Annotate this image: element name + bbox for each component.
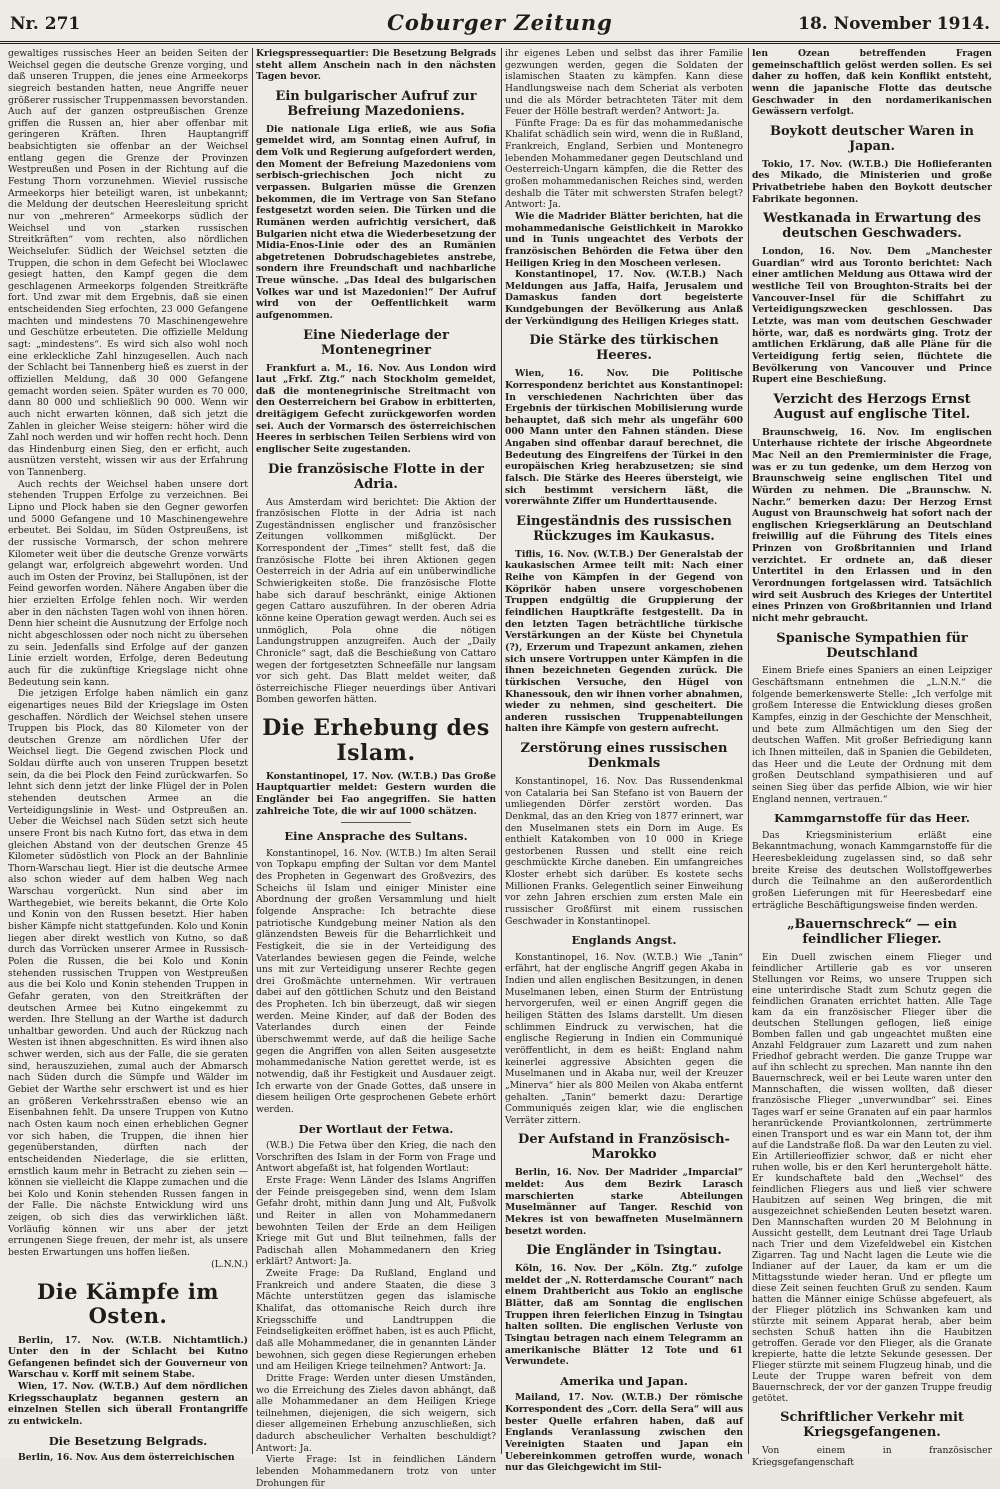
headline-zerstoerung-denkmal: Zerstörung eines russischen Denkmals <box>520 741 728 771</box>
article-paragraph: Frankfurt a. M., 16. Nov. Aus London wird laut „Frkf. Ztg.“ nach Stockholm gemeldet, daß die montenegrinische Streitmacht von den Oesterreichern bei Grabow in erbitterten, dreitägigem Gefecht zurückgeworfen worden sei. Auch der Vormarsch des österreichischen Heeres in serbischen Teilen Serbiens wird von englischer Seite zugestanden. <box>256 362 496 456</box>
article-paragraph: Wie die Madrider Blätter berichten, hat die mohammedanische Geistlichkeit in Marokko und in Tunis ungeachtet des Verbots der französischen Behörden die Fetwa über den Heiligen Krieg in den Moscheen verlesen. <box>505 210 743 269</box>
article-paragraph: ihr eigenes Leben und selbst das ihrer Familie gezwungen werden, gegen die Soldaten der islamischen Staaten zu kämpfen. Kann diese Handlungsweise nach dem Scheriat als verboten und die als Mörder betrachteten Täter mit dem Feuer der Hölle bestraft werden? Antwort: Ja. <box>505 48 743 118</box>
dateline: Wien, 17. Nov. (W.T.B.) <box>18 1381 140 1393</box>
headline-aufstand-marokko: Der Aufstand in Französisch-Marokko <box>518 1132 730 1163</box>
column-4 <box>752 48 992 1468</box>
headline-tsingtau: Die Engländer in Tsingtau. <box>526 1243 722 1259</box>
headline-franzoesische-flotte: Die französische Flotte in der Adria. <box>268 461 484 492</box>
article-paragraph: Erste Frage: Wenn Länder des Islams Angriffen der Feinde preisgegeben sind, wenn dem Islam Gefahr droht, mithin dann Jung und Alt, Fußvolk und Reiter in allen von Mohammedanern bewohnten Teilen der Erde an dem Heiligen Kriege mit Gut und Blut teilnehmen, falls der Padischah allen Mohammedanern den Krieg erklärt? Antwort: Ja. <box>256 1175 496 1268</box>
headline-bauernschreck: „Bauernschreck“ — ein feindlicher Flieger. <box>787 917 957 948</box>
source-note: (L.N.N.) <box>211 1258 248 1270</box>
divider <box>341 822 411 823</box>
column-rule <box>501 48 502 1454</box>
newspaper-title: Coburger Zeitung <box>387 10 613 35</box>
article-paragraph: Vierte Frage: Ist in feindlichen Ländern lebenden Mohammedanern trotz von unter Drohungen für <box>256 1454 496 1489</box>
column-1 <box>8 48 248 1464</box>
article-paragraph: Aus Amsterdam wird berichtet: Die Aktion der französischen Flotte in der Adria ist nach Zugeständnissen englischer und französischer Zeitungen vollkommen mißglückt. Der Korrespondent der „Times“ stellt fest, daß die französische Flotte bei ihren Aktionen gegen Oesterreich in der Adria auf ein unüberwindliche Schwierigkeiten stoße. Die französische Flotte habe sich darauf beschränkt, einige Aktionen gegen Cattaro auszuführen. In der oberen Adria könne keine Operation gewagt werden. Auch sei es unmöglich, Pola ohne die nötigen Landungstruppen anzugreifen. Auch der „Daily Chronicle“ sagt, daß die Beschießung von Cattaro wegen der fortgesetzten Schneefälle nur langsam vor sich geht. Das Blatt meldet weiter, daß österreichische Flieger neuerdings über Antivari Bomben geworfen hätten. <box>256 496 496 706</box>
article-paragraph: Berlin, 16. Nov. Der Madrider „Imparcial“ meldet: Aus dem Bezirk Larasch marschierten starke Abteilungen Muselmänner auf Tanger. Reschid von Mekres ist von bewaffneten Muselmännern besetzt worden. <box>505 1167 743 1237</box>
article-paragraph: Berlin, 16. Nov. Aus dem österreichischen <box>18 1452 235 1464</box>
headline-ansprache-sultans: Eine Ansprache des Sultans. <box>284 829 468 844</box>
article-paragraph: Konstantinopel, 17. Nov. (W.T.B.) Das Große Hauptquartier meldet: Gestern wurden die Engländer bei Fao angegriffen. Sie hatten zahlreiche Tote, die wir auf 1000 schätzen. <box>256 770 496 817</box>
article-paragraph: Die nationale Liga erließ, wie aus Sofia gemeldet wird, am Sonntag einen Aufruf, in dem Volk und Regierung aufgefordert werden, den Moment der Befreiung Mazedoniens vom serbisch-griechischen Joch nicht zu verpassen. Bulgarien müsse die Grenzen bekommen, die im Vertrage von San Stefano festgesetzt worden seien. Die Türken und die Rumänen werden aufrichtig versichert, daß Bulgarien nicht etwa die Wiederbesetzung der Midia-Enos-Linie oder des an Rumänien abgetretenen Dobrudschagebietes anstrebe, sondern ihre Freundschaft und nachbarliche Treue wünsche. „Das Ideal des bulgarischen Volkes war und ist Mazedonien!“ Der Aufruf wird von der Oeffentlichkeit warm aufgenommen. <box>256 123 496 322</box>
issue-number: Nr. 271 <box>10 14 81 34</box>
headline-kammgarnstoffe: Kammgarnstoffe für das Heer. <box>774 811 970 826</box>
headline-besetzung-belgrads: Die Besetzung Belgrads. <box>48 1433 208 1448</box>
article-paragraph: Mailand, 17. Nov. (W.T.B.) Der römische Korrespondent des „Corr. della Sera“ will aus bester Quelle erfahren haben, daß auf Englands Veranlassung zwischen den Vereinigten Staaten und Japan ein Uebereinkommen getroffen wurde, wonach nur das Gleichgewicht im Stil- <box>505 1392 743 1474</box>
article-paragraph: Konstantinopel, 16. Nov. Das Russendenkmal von Catalaria bei San Stefano ist von Bauern der umliegenden Dörfer zerstört worden. Das Denkmal, das an den Krieg von 1877 erinnert, war den Muselmanen stets ein Dorn im Auge. Es enthielt Katakomben von 10 000 in Kriege gestorbenen Russen und stellt eine reich geschmückte Kirche daneben. Ein umfangreiches Kloster erhebt sich darüber. Es kostete sechs Millionen Franks. Gelegentlich seiner Einweihung vor zehn Jahren erschien zum ersten Male ein russischer Großfürst mit einem russischen Geschwader in Konstantinopel. <box>505 775 743 927</box>
article-paragraph: (W.B.) Die Fetwa über den Krieg, die nach den Vorschriften des Islam in der Form von Frage und Antwort abgefaßt ist, hat folgenden Wortlaut: <box>256 1140 496 1175</box>
article-paragraph: Die jetzigen Erfolge haben nämlich ein ganz eigenartiges neues Bild der Kriegslage im Osten geschaffen. Nördlich der Weichsel stehen unsere Truppen bis Plock, das 80 Kilometer von der deutschen Grenze am nördlichen Ufer der Weichsel liegt. Die Gegend zwischen Plock und Soldau dürfte auch von unseren Truppen besetzt sein, da die bei Plock den Feind zurückwarfen. So lehnt sich denn jetzt der linke Flügel der in Polen stehenden deutschen Armee an die Verteidigungslinie in West- und Ostpreußen an. Ueber die Weichsel nach Süden setzt sich heute unsere Front bis nach Kutno fort, das etwa in dem gleichen Abstand von der deutschen Grenze 45 Kilometer südöstlich von Plock an der Bahnlinie Thorn-Warschau liegt. Hier ist die deutsche Armee also schon wieder auf dem halben Weg nach Warschau vorgerückt. Nun sind aber im Warthegebiet, wie bereits bekannt, die Orte Kolo und Konin von den Russen besetzt. Hier haben bisher Kämpfe nicht stattgefunden. Kolo und Konin liegen aber direkt westlich von Kutno, so daß durch das Vorrücken unserer Armee in Russisch-Polen die Russen, die bei Kolo und Konin stehenden russischen Truppen von Westpreußen aus die bei Kolo und Konin stehenden Truppen in Gefahr geraten, von den Streitkräften der deutschen Armee bei Kutno eingekemmt zu werden. Ihre Stellung an der Warthe ist dadurch unhaltbar geworden. Und auch der Rückzug nach Westen ist ihnen abgeschnitten. Es wird ihnen also schwer werden, sich aus der Falle, die sie geraten sind, herauszuziehen, zumal auch der Abmarsch nach Süden durch die Sümpfe und Wälder im Gebiet der Warthe sehr erschwert ist und es hier an größeren Verkehrsstraßen ebenso wie an Eisenbahnen fehlt. Da unsere Truppen von Kutno nach Osten kaum noch einen erheblichen Gegner vor sich haben, die Truppen, die ihnen hier gegenüberstanden, dürften nach der entscheidenden Niederlage, die sie erlitten, ernstlich kaum mehr in Betracht zu ziehen sein — können sie vielleicht die Klappe zumachen und die bei Kolo und Konin stehenden Russen fangen in der Falle. Die nächste Entwicklung wird uns zeigen, ob sich dies das verwirklichen läßt. Vorläufig können wir uns aber der jetzt errungenen Siege freuen, der mehr ist, als unsere besten Erwartungen uns hoffen ließen. <box>8 688 248 1258</box>
column-2 <box>256 48 496 1489</box>
headline-bulgarischer-aufruf: Ein bulgarischer Aufruf zur Befreiung Mazedoniens. <box>275 88 477 119</box>
article-paragraph: Konstantinopel, 16. Nov. (W.T.B.) Wie „Tanin“ erfährt, hat der englische Angriff gegen Akaba in Indien und allen englischen Besitzungen, in denen Muselmanen leben, einen Sturm der Entrüstung hervorgerufen, weil er einen Angriff gegen die heiligen Stätten des Islams darstellt. Um diesen schlimmen Eindruck zu verwischen, hat die englische Regierung in Indien ein Communiqué veröffentlicht, in dem es heißt: England nahm keinerlei aggressive Absichten gegen die Muselmanen und in Akaba nur, weil der Kreuzer „Minerva“ hier als 800 Meilen von Akaba entfernt gehalten. „Tanin“ bemerkt dazu: Derartige Communiqués zeigen klar, wie die englischen Verräter zittern. <box>505 951 743 1126</box>
article-paragraph: len Ozean betreffenden Fragen gemeinschaftlich gelöst werden sollen. Es sei daher zu hoffen, daß kein Konflikt entsteht, wenn die japanische Flotte das deutsche Geschwader in den nordamerikanischen Gewässern verfolgt. <box>752 48 992 118</box>
article-paragraph: Dritte Frage: Werden unter diesen Umständen, wo die Erreichung des Zieles davon abhängt, daß alle Mohammedaner an dem Heiligen Kriege teilnehmen, diejenigen, die sich weigern, sich dieser allgemeinen Erhebung anzuschließen, sich dadurch abscheulicher Verhalten beschuldigt? Antwort: Ja. <box>256 1372 496 1454</box>
headline-montenegriner: Eine Niederlage der Montenegriner <box>303 327 449 358</box>
headline-englands-angst: Englands Angst. <box>571 933 677 948</box>
article-paragraph: Zweite Frage: Da Rußland, England und Frankreich und andere Staaten, die diese 3 Mächte unterstützen gegen das islamische Khalifat, das ottomanische Reich durch ihre Kriegsschiffe und Landtruppen die Feindseligkeiten eröffnet haben, ist es auch Pflicht, daß alle Mohammedaner, die in genannten Länder bewohnen, sich gegen diese Regierungen erheben und am Heiligen Kriege teilnehmen? Antwort: Ja. <box>256 1268 496 1373</box>
headline-westkanada: Westkanada in Erwartung des deutschen Geschwaders. <box>763 211 981 242</box>
issue-date: 18. November 1914. <box>798 14 990 34</box>
article-paragraph: Auch rechts der Weichsel haben unsere dort stehenden Truppen Erfolge zu verzeichnen. Bei Lipno und Plock haben sie den Gegner geworfen und 5000 Gefangene und 10 Maschinengewehre erbeutet. Bei Soldau, im Süden Ostpreußens, ist der russische Vormarsch, der schon mehrere Kilometer weit über die deutsche Grenze vorwärts gelangt war, erfolgreich abgewehrt worden. Und auch im Osten der Provinz, bei Stallupönen, ist der Feind geworfen worden. Nähere Angaben über die hier erzielten Erfolge fehlen noch. Wir werden aber in den nächsten Tagen wohl von ihnen hören. Denn hier scheint die Ausnutzung der Erfolge noch nicht abgeschlossen oder noch nicht zu übersehen zu sein. Jedenfalls sind Erfolge auf der ganzen Linie erzielt worden, Erfolge, deren Bedeutung auch für die zukünftige Kriegslage nicht ohne Bedeutung sein kann. <box>8 478 248 688</box>
article-paragraph: Tokio, 17. Nov. (W.T.B.) Die Hoflieferanten des Mikado, die Ministerien und große Privatbetriebe haben den Boykott deutscher Fabrikate begonnen. <box>752 158 992 205</box>
article-paragraph: Konstantinopel, 16. Nov. (W.T.B.) Im alten Serail von Topkapu empfing der Sultan vor dem Mantel des Propheten in Gegenwart des Großvezirs, des Scheichs ül Islam und einiger Minister eine Abordnung der großen Versammlung und hielt folgende Ansprache: Ich betrachte diese patriotische Kundgebung meiner Nation als den glänzendsten Beweis für die Beharrlichkeit und Festigkeit, die sie in der Verteidigung des Vaterlandes bewiesen gegen die Feinde, welche uns mit zur Verteidigung unserer Rechte gegen drei Großmächte unternehmen. Wir vertrauen dabei auf den göttlichen Schutz und den Beistand des Propheten. Ich bin überzeugt, daß wir siegen werden. Meine Kinder, auf daß der Boden des Vaterlandes durch einen der Feinde überschwemmt werde, auf daß die heilige Sache gegen die Angriffen von allen Seiten ausgesetzte mohammedanische Nation gerettet werde, ist es notwendig, daß ihr Festigkeit und Ausdauer zeigt. Ich erwarte von der Gnade Gottes, daß unsere in diesem heiligen Orte gesprochenen Gebete erhört werden. <box>256 847 496 1115</box>
headline-rueckzug-kaukasus: Eingeständnis des russischen Rückzuges im Kaukasus. <box>516 513 732 544</box>
headline-herzog-ernst-august: Verzicht des Herzogs Ernst August auf englische Titel. <box>773 391 971 422</box>
column-rule <box>748 48 749 1454</box>
article-paragraph: Von einem in französischer Kriegsgefangenschaft <box>752 1445 992 1468</box>
article-paragraph: Ein Duell zwischen einem Flieger und feindlicher Artillerie gab es vor unseren Stellungen vor Reims, wo unsere Truppen sich eine unterirdische Stadt zum Schutz gegen die feindlichen Granaten errichtet hatten. Alle Tage kam da ein französischer Flieger über die deutschen Stellungen geflogen, ließ einige Bomben fallen und gab ungeachtet mußten eine Anzahl Feldgrauer zum Lazarett und zum nahen Friedhof gebracht werden. Die ganze Truppe war auf ihn schlecht zu sprechen. Man nannte ihn den Bauernschreck, weil er bei Leute waren unter den Mannschaften, die wissen wollten, daß dieser französische Flieger „unverwundbar“ sei. Eines Tages warf er seine Granaten auf ein paar harmlos heranrückende Proviantkolonnen, zertrümmerte einen Transport und es war ein Mann tot, der ihm auf die Landstraße floß. Da war den Leuten zu viel. Ein Artillerieoffizier schwor, daß er nicht eher ruhen wolle, bis er den Kerl heruntergeholt hätte. Er kundschaftete bald den „Wechsel“ des feindlichen Fliegers aus und ließ vier schwere Haubitzen auf seinen Weg bringen, die mit ausgezeichnet schießenden Leuten besetzt waren. Den Mannschaften wurden 20 M Belohnung in Aussicht gestellt, dem Leutnant drei Tage Urlaub nach Trier und dem Vizefeldwebel ein Kistchen Zigarren. Tag und Nacht lagen die Leute wie die Indianer auf der Lauer, da kam er um die Mittagsstunde wieder heran. Und er pflegte um diese Zeit seinen feuchten Gruß zu senden. Kaum hatten die Männer einige Schüsse abgefeuert, als der Flieger plötzlich ins Schwanken kam und stürzte mit seinem Apparat herab, aber beim sechsten Schuß hatten ihn die Haubitzen getroffen. Gerade vor den Flieger, als die Granate krepierte, hatte die letzte Sekunde gesessen. Der Flieger stürzte mit seinem Flugzeug hinab, und die Leute der Truppe waren befreit von dem Bauernschreck, der vor der ganzen Truppe freudig getötet. <box>752 952 992 1405</box>
article-text: Auf dem nördlichen Kriegsschauplatz begannen gestern an einzelnen Stellen sich überall Frontangriffe zu entwickeln. <box>8 1381 248 1428</box>
headline-boykott-japan: Boykott deutscher Waren in Japan. <box>770 123 974 154</box>
article-paragraph: Köln, 16. Nov. Der „Köln. Ztg.“ zufolge meldet der „N. Rotterdamsche Courant“ nach einem Drahtbericht aus Tokio an englische Blätter, daß am Sonntag die englischen Truppen ihren feierlichen Einzug in Tsingtau halten sollten. Die englischen Verluste von Tsingtau betragen nach einem Telegramm an amerikanische Blätter 12 Tote und 61 Verwundete. <box>505 1263 743 1368</box>
headline-amerika-japan: Amerika und Japan. <box>560 1373 688 1388</box>
headline-wortlaut-fetwa: Der Wortlaut der Fetwa. <box>298 1121 454 1136</box>
headline-erhebung-des-islam: Die Erhebung des Islam. <box>262 715 490 767</box>
article-paragraph: Fünfte Frage: Da es für das mohammedanische Khalifat schädlich sein wird, wenn die in Rußland, Frankreich, England, Serbien und Montenegro lebenden Mohammedaner gegen Deutschland und Oesterreich-Ungarn kämpfen, die die Retter des großen mohammedanischen Reiches sind, werden deshalb die Täter mit schwersten Strafen belegt? Antwort: Ja. <box>505 117 743 211</box>
article-paragraph: Braunschweig, 16. Nov. Im englischen Unterhause richtete der irische Abgeordnete Mac Neil an den Premierminister die Frage, was er zu tun gedenke, um dem Herzog von Braunschweig seine englischen Titel und Würden zu nehmen. Die „Braunschw. N. Nachr.“ bemerken dazu: Der Herzog Ernst August von Braunschweig hat sofort nach der englischen Kriegserklärung an Deutschland freiwillig auf die Führung des Titels eines Prinzen von Großbritannien und Irland verzichtet. Er ordnete an, daß dieser Untertitel in den Erlassen und in den Verordnungen fortgelassen wird. Tatsächlich wird seit Ausbruch des Krieges der Untertitel eines Prinzen von Großbritannien und Irland nicht mehr gebraucht. <box>752 426 992 624</box>
headline-kaempfe-im-osten: Die Kämpfe im Osten. <box>36 1279 220 1329</box>
column-3 <box>505 48 743 1474</box>
headline-verkehr-kriegsgefangene: Schriftlicher Verkehr mit Kriegsgefangenen. <box>780 1410 964 1441</box>
dateline: Berlin, 17. Nov. (W.T.B. Nichtamtlich.) <box>18 1334 248 1346</box>
headline-spanische-sympathien: Spanische Sympathien für Deutschland <box>776 630 968 661</box>
article-paragraph: Das Kriegsministerium erläßt eine Bekanntmachung, wonach Kammgarnstoffe für die Heeresbekleidung zugelassen sind, so daß sehr breite Kreise des deutschen Wollstoffgewerbes durch die Teilnahme an den außerordentlich großen Lieferungen mit für Heeresbedarf eine erträgliche Beschäftigungsweise finden werden. <box>752 829 992 911</box>
column-rule <box>252 48 253 1454</box>
article-paragraph: Tiflis, 16. Nov. (W.T.B.) Der Generalstab der kaukasischen Armee teilt mit: Nach einer Reihe von Kämpfen in der Gegend von Köprikör haben unsere vorgeschobenen Truppen endgültig die Gruppierung der feindlichen Hauptkräfte festgestellt. Da in den letzten Tagen beträchtliche türkische Verstärkungen an der Küste bei Chynetula (?), Erzerum und Trapezunt ankamen, ziehen sich unsere Vortruppen unter Kämpfen in die ihnen bezeichneten Gegenden zurück. Die türkischen Versuche, den Hügel von Khanessouk, den wir ihnen vorher abnahmen, wieder zu nehmen, sind gescheitert. Die anderen russischen Truppenabteilungen halten ihre Kämpfe von gestern aufrecht. <box>505 548 743 735</box>
article-paragraph: London, 16. Nov. Dem „Manchester Guardian“ wird aus Toronto berichtet: Nach einer amtlichen Meldung aus Ottawa wird der westliche Teil von Broughton-Straits bei der Vancouver-Insel für die Schiffahrt zu Verteidigungszwecken geschlossen. Das Letzte, was man vom deutschen Geschwader hörte, war, daß es nordwärts ging. Trotz der amtlichen Erklärung, daß alle Pläne für die Verteidigung fertig seien, flüchtete die Bevölkerung von Vancouver und Prince Rupert eine Beschießung. <box>752 246 992 386</box>
masthead <box>0 0 1000 44</box>
headline-staerke-tuerkisches-heer: Die Stärke des türkischen Heeres. <box>529 333 719 364</box>
article-paragraph: Kriegspressequartier: Die Besetzung Belgrads steht allem Anschein nach in den nächsten Tagen bevor. <box>256 48 496 83</box>
article-paragraph: Wien, 16. Nov. Die Politische Korrespondenz berichtet aus Konstantinopel: In verschiedenen Nachrichten über das Ergebnis der türkischen Mobilisierung wurde behauptet, daß sich mehr als ungefähr 600 000 Mann unter den Fahnen ständen. Diese Angaben sind offenbar darauf berechnet, die Bedeutung des Eingreifens der Türkei in den europäischen Krieg herabzusetzen; sie sind falsch. Die Stärke des Heeres übersteigt, wie sich bestimmt versichern läßt, die vorerwähnte Ziffer um Hunderttausende. <box>505 368 743 508</box>
article-paragraph: gewaltiges russisches Heer an beiden Seiten der Weichsel gegen die deutsche Grenze vorging, und daß unseren Truppen, die jenes eine Armeekorps siegreich bestanden hatten, neue Angriffe neuer größerer russischer Truppenmassen bevorstanden. Auch auf der ganzen ostpreußischen Grenze griffen die Russen an, hier aber offenbar mit geringeren Kräften. Ihren Hauptangriff beabsichtigten sie offenbar an der Weichsel entlang gegen die Grenze der Provinzen Westpreußen und Posen in der Richtung auf die Festung Thorn vorzunehmen. Wieviel russische Armeekorps hier beteiligt waren, ist unbekannt; die Meldung der deutschen Heeresleitung spricht nur von „mehreren“ Armeekorps südlich der Weichsel und von „starken russischen Streitkräften“ vom rechten, also nördlichen Weichselufer. Südlich der Weichsel setzten die Truppen, die schon in dem Gefecht bei Wloclawec gesiegt hatten, den Kampf gegen die dem geschlagenen Armeekorps folgenden Streitkräfte fort. Und zwar mit dem Ergebnis, daß sie einen entscheidenden Sieg erfochten, 23 000 Gefangene machten und mindestens 70 Maschinengewehre und Geschütze erbeuteten. Die offizielle Meldung sagt: „mindestens“. Es wird sich also wohl noch eine erkleckliche Zahl hinzugesellen. Auch nach der Schlacht bei Tannenberg hieß es zuerst in der offiziellen Meldung, daß 30 000 Gefangene gemacht worden seien. Später wurden es 70 000, dann 80 000 und schließlich 90 000. Wenn wir auch nicht erwarten können, daß sich jetzt die Zahlen in gleicher Weise steigern: höher wird die Zahl noch werden und wir hoffen recht hoch. Denn das Hindenburg einen Sieg, den er erficht, auch ausnützen versteht, wissen wir aus der Erfahrung von Tannenberg. <box>8 48 248 479</box>
article-paragraph: Einem Briefe eines Spaniers an einen Leipziger Geschäftsmann entnehmen die „L.N.N.“ die folgende bemerkenswerte Stelle: „Ich verfolge mit großem Interesse die Entwicklung dieses großen Kampfes, einzig in der Geschichte der Menschheit, und bete zum Allmächtigen um den Sieg der deutschen Waffen. Mit großer Befriedigung kann ich Ihnen mitteilen, daß in Spanien die Gebildeten, das Heer und die Leute der Ordnung mit dem großen Deutschland sympathisieren und auf seinen Sieg über das perfide Albion, wie wir hier England nennen, vertrauen.“ <box>752 665 992 805</box>
article-paragraph: Konstantinopel, 17. Nov. (W.T.B.) Nach Meldungen aus Jaffa, Haifa, Jerusalem und Damaskus fanden dort begeisterte Kundgebungen der Bevölkerung aus Anlaß der Verkündigung des Heiligen Krieges statt. <box>505 269 743 327</box>
article-text: Unter den in der Schlacht bei Kutno Gefangenen befindet sich der Gouverneur von Warschau v. Korff mit seinem Stabe. <box>8 1346 248 1381</box>
